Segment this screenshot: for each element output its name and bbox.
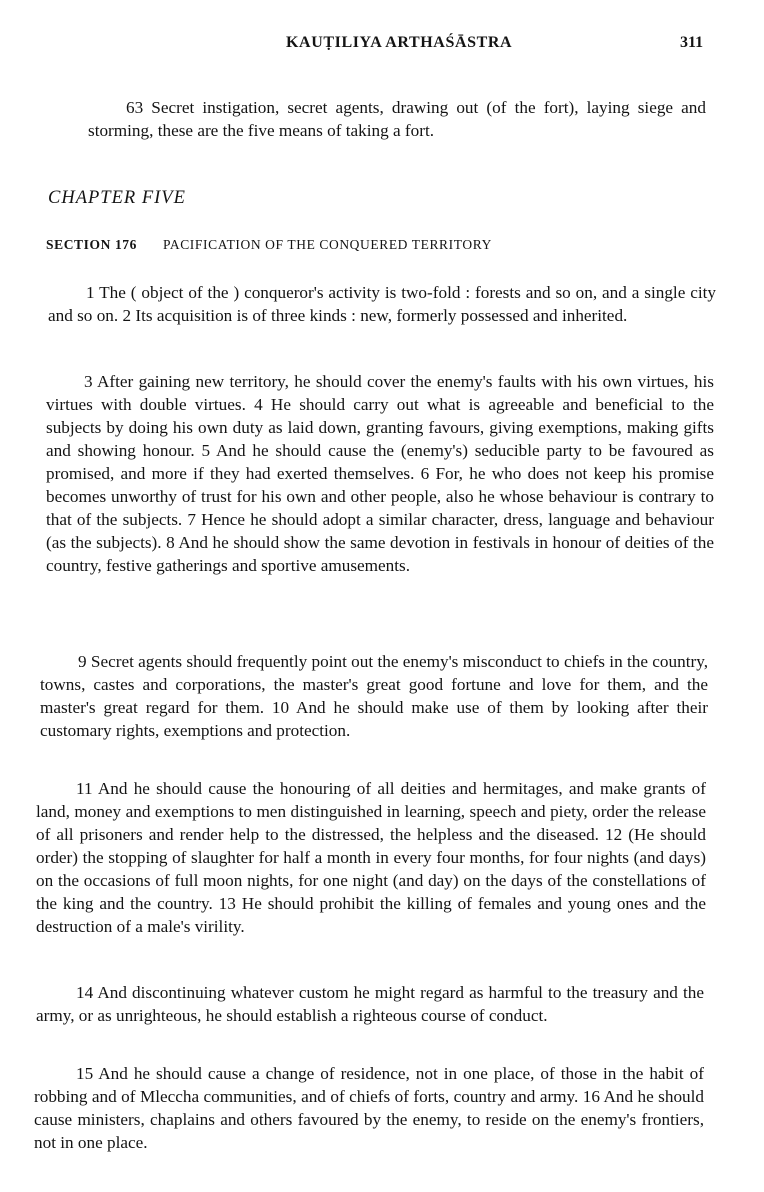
paragraph-15: 15 And he should cause a change of residence, not in one place, of those in the habit of robbing and of Mleccha communities, and of chiefs of forts, country and army. 16 And he should cause ministers, chaplains and others favoured by the enemy, to reside on the enemy's frontiers, not in one place. bbox=[34, 1064, 704, 1152]
paragraph-9: 9 Secret agents should frequently point out the enemy's misconduct to chiefs in the country, towns, castes and corporations, the master's great good fortune and love for them, and the master's great regard for them. 10 And he should make use of them by looking after their customary rights, exemptions and protection. bbox=[40, 652, 708, 740]
running-head bbox=[0, 34, 764, 58]
running-title: KAUṬILIYA ARTHAŚĀSTRA bbox=[286, 34, 513, 51]
paragraph-1: 1 The ( object of the ) conqueror's activity is two-fold : forests and so on, and a single city and so on. 2 Its acquisition is of three kinds : new, formerly possessed and inherited. bbox=[48, 283, 716, 325]
section-title: PACIFICATION OF THE CONQUERED TERRITORY bbox=[162, 237, 492, 252]
chapter-heading: CHAPTER FIVE bbox=[48, 188, 186, 208]
intro-paragraph: 63 Secret instigation, secret agents, drawing out (of the fort), laying siege and storming, these are the five means of taking a fort. bbox=[88, 98, 706, 140]
section-label: SECTION 176 bbox=[46, 237, 137, 252]
paragraph-14: 14 And discontinuing whatever custom he might regard as harmful to the treasury and the army, or as unrighteous, he should establish a righteous course of conduct. bbox=[36, 983, 704, 1025]
section-heading bbox=[46, 237, 686, 253]
paragraph-3: 3 After gaining new territory, he should cover the enemy's faults with his own virtues, his virtues with double virtues. 4 He should carry out what is agreeable and beneficial to the subjects by doing his own duty as laid down, granting favours, giving exemptions, making gifts and showing honour. 5 And he should cause the (enemy's) seducible party to be favoured as promised, and more if they had exerted themselves. 6 For, he who does not keep his promise becomes unworthy of trust for his own and other people, also he whose behaviour is contrary to that of the subjects. 7 Hence he should adopt a similar character, dress, language and behaviour (as the subjects). 8 And he should show the same devotion in festivals in honour of deities of the country, festive gatherings and sportive amusements. bbox=[46, 372, 714, 575]
paragraph-11: 11 And he should cause the honouring of all deities and hermitages, and make grants of land, money and exemptions to men distinguished in learning, speech and piety, order the release of all prisoners and render help to the distressed, the helpless and the diseased. 12 (He should order) the stopping of slaughter for half a month in every four months, for four nights (and days) on the occasions of full moon nights, for one night (and day) on the days of the constellations of the king and the country. 13 He should prohibit the killing of females and young ones and the destruction of a male's virility. bbox=[36, 779, 706, 936]
page-number: 311 bbox=[680, 34, 704, 51]
